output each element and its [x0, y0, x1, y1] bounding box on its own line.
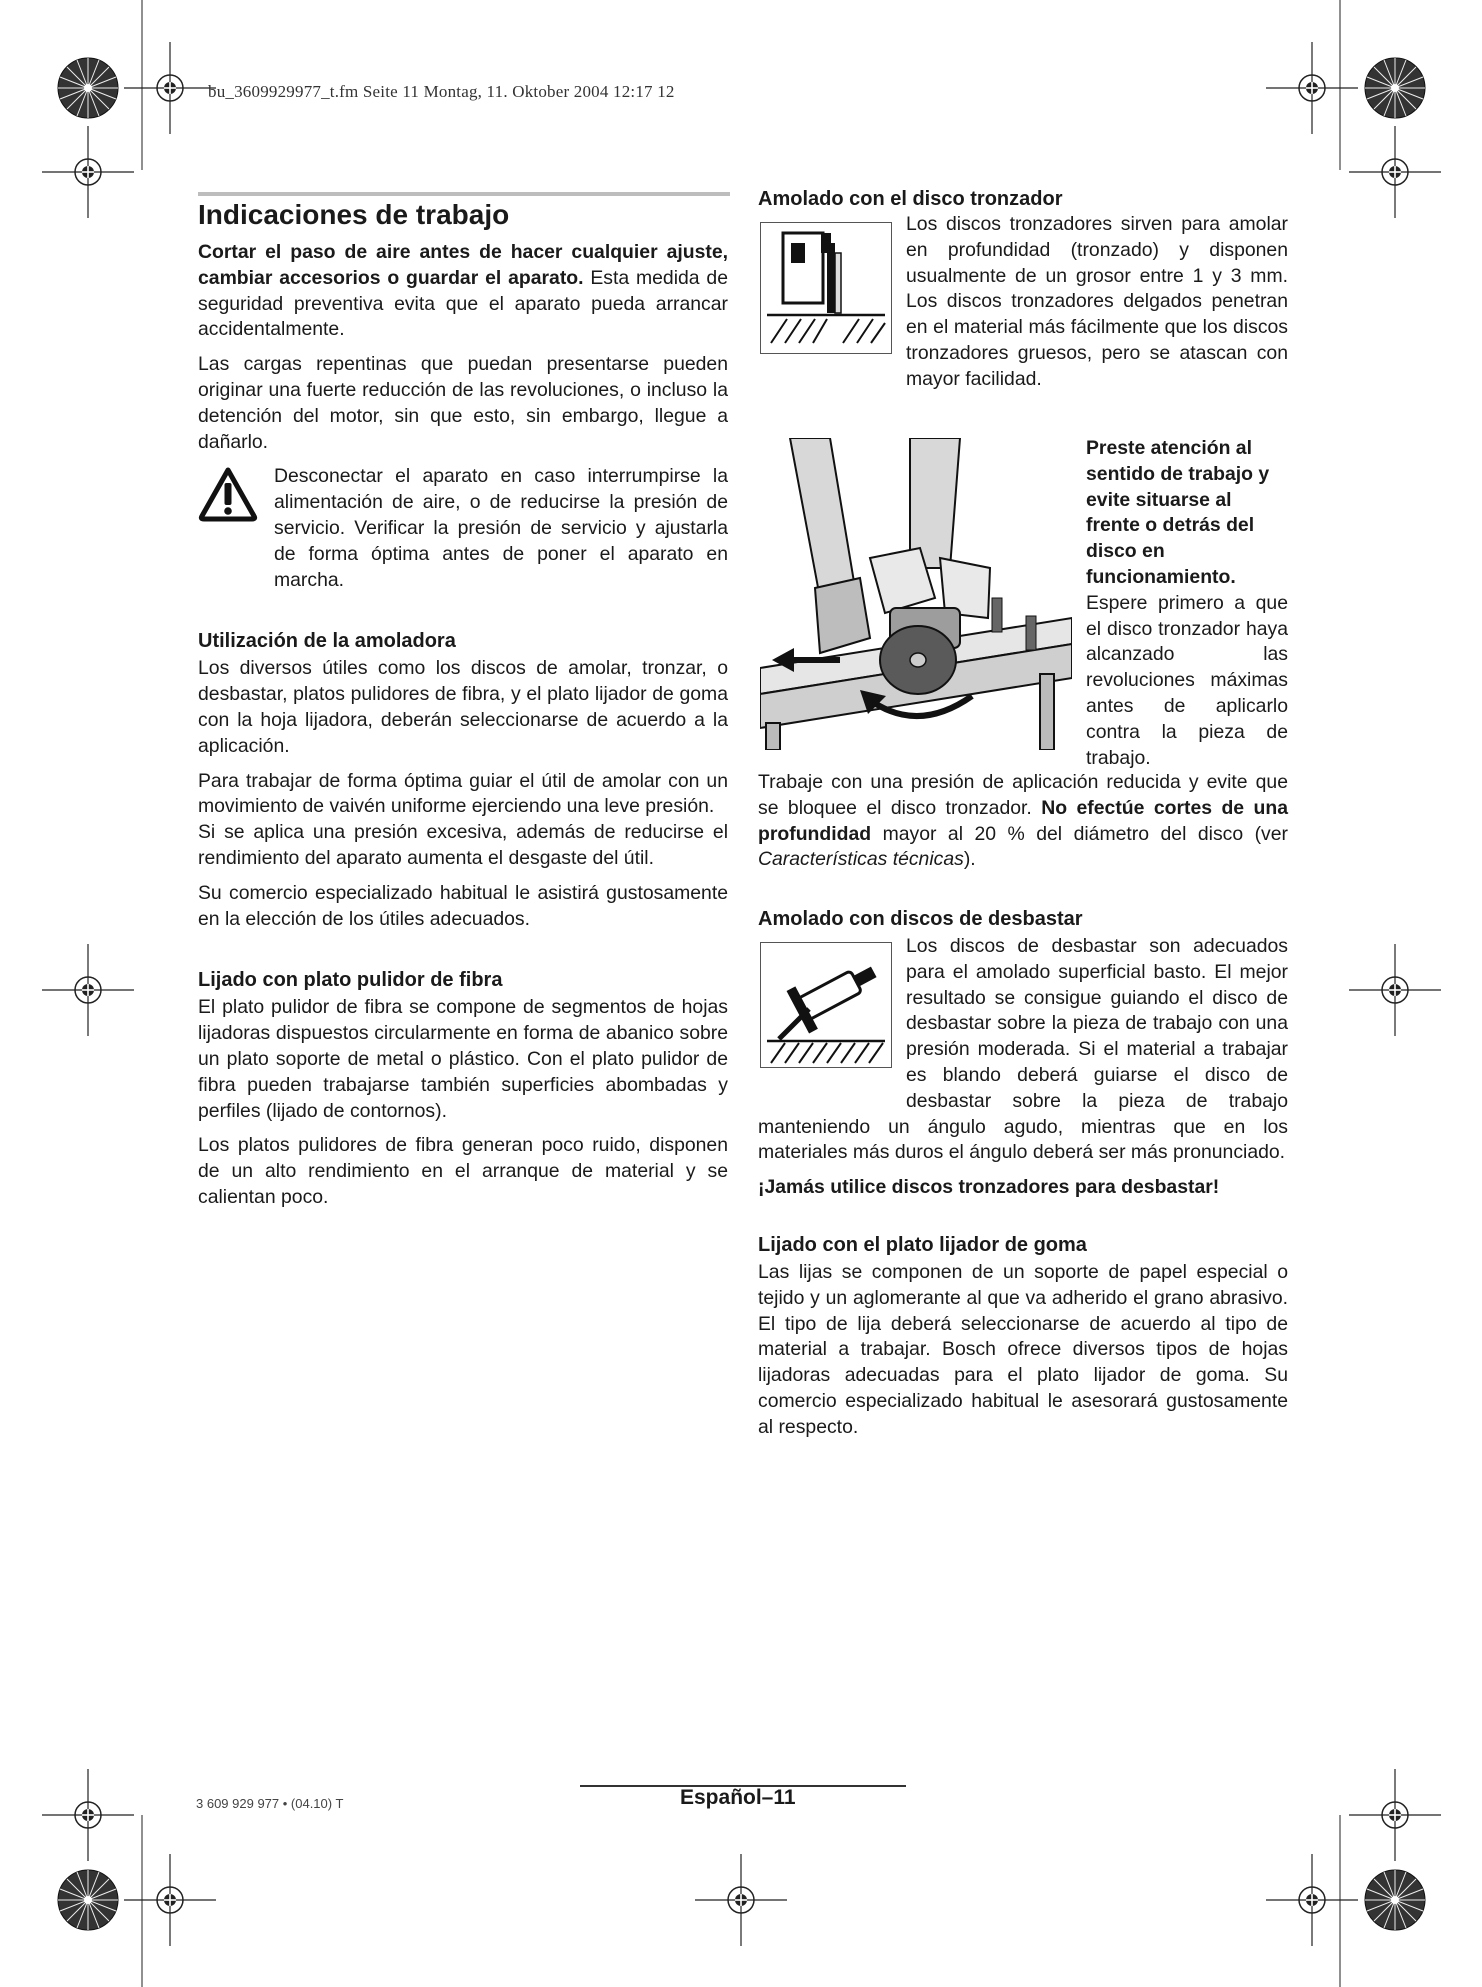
footer-page-number: Español–11 [680, 1786, 796, 1809]
cut-text-a: Trabaje con una presión de aplicación reducida y evite que se bloquee el disco tronzador. [758, 771, 1288, 819]
rough-text [758, 934, 1288, 1450]
footer-doc-code: 3 609 929 977 • (04.10) T [196, 1796, 344, 1811]
fibre-paragraph-1: El plato pulidor de fibra se compone de segmentos de hojas lijadoras dispuestos circularmente en forma de abanico sobre un plato soporte de metal o plástico. Con el plato pulidor de fibra pueden trabajarse también superficies abombadas y perfiles (lijado de contornos). [198, 996, 728, 1122]
safety-warning-bold: Cortar el paso de aire antes de hacer cualquier ajuste, cambiar accesorios o guardar el aparato. [198, 241, 728, 289]
heading-rule [198, 192, 730, 196]
loads-paragraph: Las cargas repentinas que puedan presentarse pueden originar una fuerte reducción de las revoluciones, o incluso la detención del motor, sin que esto, sin embargo, llegue a dañarlo. [198, 353, 728, 453]
section-heading-rough: Amolado con discos de desbastar [758, 908, 1083, 931]
use-paragraph-2: Para trabajar de forma óptima guiar el útil de amolar con un movimiento de vaivén uniforme ejerciendo una leve presión. [198, 769, 728, 818]
section-heading-use: Utilización de la amoladora [198, 630, 456, 653]
cut-paragraph-3 [758, 770, 1288, 873]
cut-text-b: mayor al 20 % del diámetro del disco (ver [871, 822, 1288, 845]
rough-paragraph-text: Los discos de desbastar son adecuados para el amolado superficial basto. El mejor resultado se consigue guiando el disco de desbastar sobre la pieza de trabajo con una presión moderada. Si el material a trabajar es blando deberá guiarse el disco de desbastar sobre la pieza de trabajo manteniendo un ángulo agudo, mientras que en los materiales más duros el ángulo deberá ser más pronunciado. [758, 935, 1288, 1164]
right-column [758, 186, 1288, 214]
safety-warning-rest: Esta medida de seguridad preventiva evita que el aparato pueda arrancar accidentalmente. [198, 266, 728, 341]
use-paragraph-1: Los diversos útiles como los discos de amolar, tronzar, o desbastar, platos pulidores de fibra, y el plato lijador de goma con la hoja lijadora, deberán seleccionarse de acuerdo a la aplicación. [198, 657, 728, 757]
rough-paragraph [758, 934, 1288, 1166]
caution-block [198, 464, 728, 593]
cut-text-bold: No efectúe cortes de una profundidad [758, 796, 1288, 845]
rubber-paragraph: Las lijas se componen de un soporte de papel especial o tejido y un aglomerante al que va adherido el grano abrasivo. El tipo de lija deberá seleccionarse de acuerdo al tipo de material a trabajar. Bosch ofrece diversos tipos de hojas lijadoras adecuadas para el plato lijador de goma. Su comercio especializado habitual le asesorará gustosamente al respecto. [758, 1260, 1288, 1438]
fibre-paragraph-2: Los platos pulidores de fibra generan poco ruido, disponen de un alto rendimiento en el arranque de material y se calientan poco. [198, 1134, 728, 1208]
cut-text-italic: Características técnicas [758, 848, 964, 871]
safety-warning [198, 240, 728, 343]
cut-attention: Preste atención al sentido de trabajo y evite situarse al frente o detrás del disco en funcionamiento. [1086, 437, 1270, 588]
cut-text-c: ). [963, 848, 976, 871]
page-title: Indicaciones de trabajo [198, 199, 510, 230]
left-column [198, 198, 728, 1220]
file-header: bu_3609929977_t.fm Seite 11 Montag, 11. Oktober 2004 12:17 12 [208, 82, 675, 101]
rough-float-spacer [758, 934, 906, 1090]
warning-triangle-icon [198, 466, 258, 522]
cut-wait: Espere primero a que el disco tronzador haya alcanzado las revoluciones máximas antes de aplicarlo contra la pieza de trabajo. [1086, 591, 1288, 769]
cutting-illustration [760, 438, 1072, 750]
rough-warning: ¡Jamás utilice discos tronzadores para desbastar! [758, 1176, 1220, 1199]
section-heading-fibre: Lijado con plato pulidor de fibra [198, 969, 503, 992]
cut-intro [906, 212, 1288, 393]
use-paragraph-4: Su comercio especializado habitual le asistirá gustosamente en la elección de los útiles adecuados. [198, 881, 728, 930]
cutting-disc-icon [760, 222, 892, 354]
cut-continued [758, 770, 1288, 934]
use-paragraph-3: Si se aplica una presión excesiva, además de reducirse el rendimiento del aparato aumenta el desgaste del útil. [198, 821, 728, 869]
section-heading-cut: Amolado con el disco tronzador [758, 188, 1063, 210]
section-heading-rubber: Lijado con el plato lijador de goma [758, 1233, 1087, 1256]
cut-side-text [1086, 436, 1288, 771]
cut-paragraph-1: Los discos tronzadores sirven para amolar en profundidad (tronzado) y disponen usualmente de un grosor entre 1 y 3 mm. Los discos tronzadores delgados penetran en el material más fácilmente que los discos tronzadores gruesos, pero se atascan con mayor facilidad. [906, 213, 1288, 390]
caution-text: Desconectar el aparato en caso interrumpirse la alimentación de aire, o de reducirse la presión de servicio. Verificar la presión de servicio y ajustarla de forma óptima antes de poner el aparato en marcha. [274, 465, 728, 591]
